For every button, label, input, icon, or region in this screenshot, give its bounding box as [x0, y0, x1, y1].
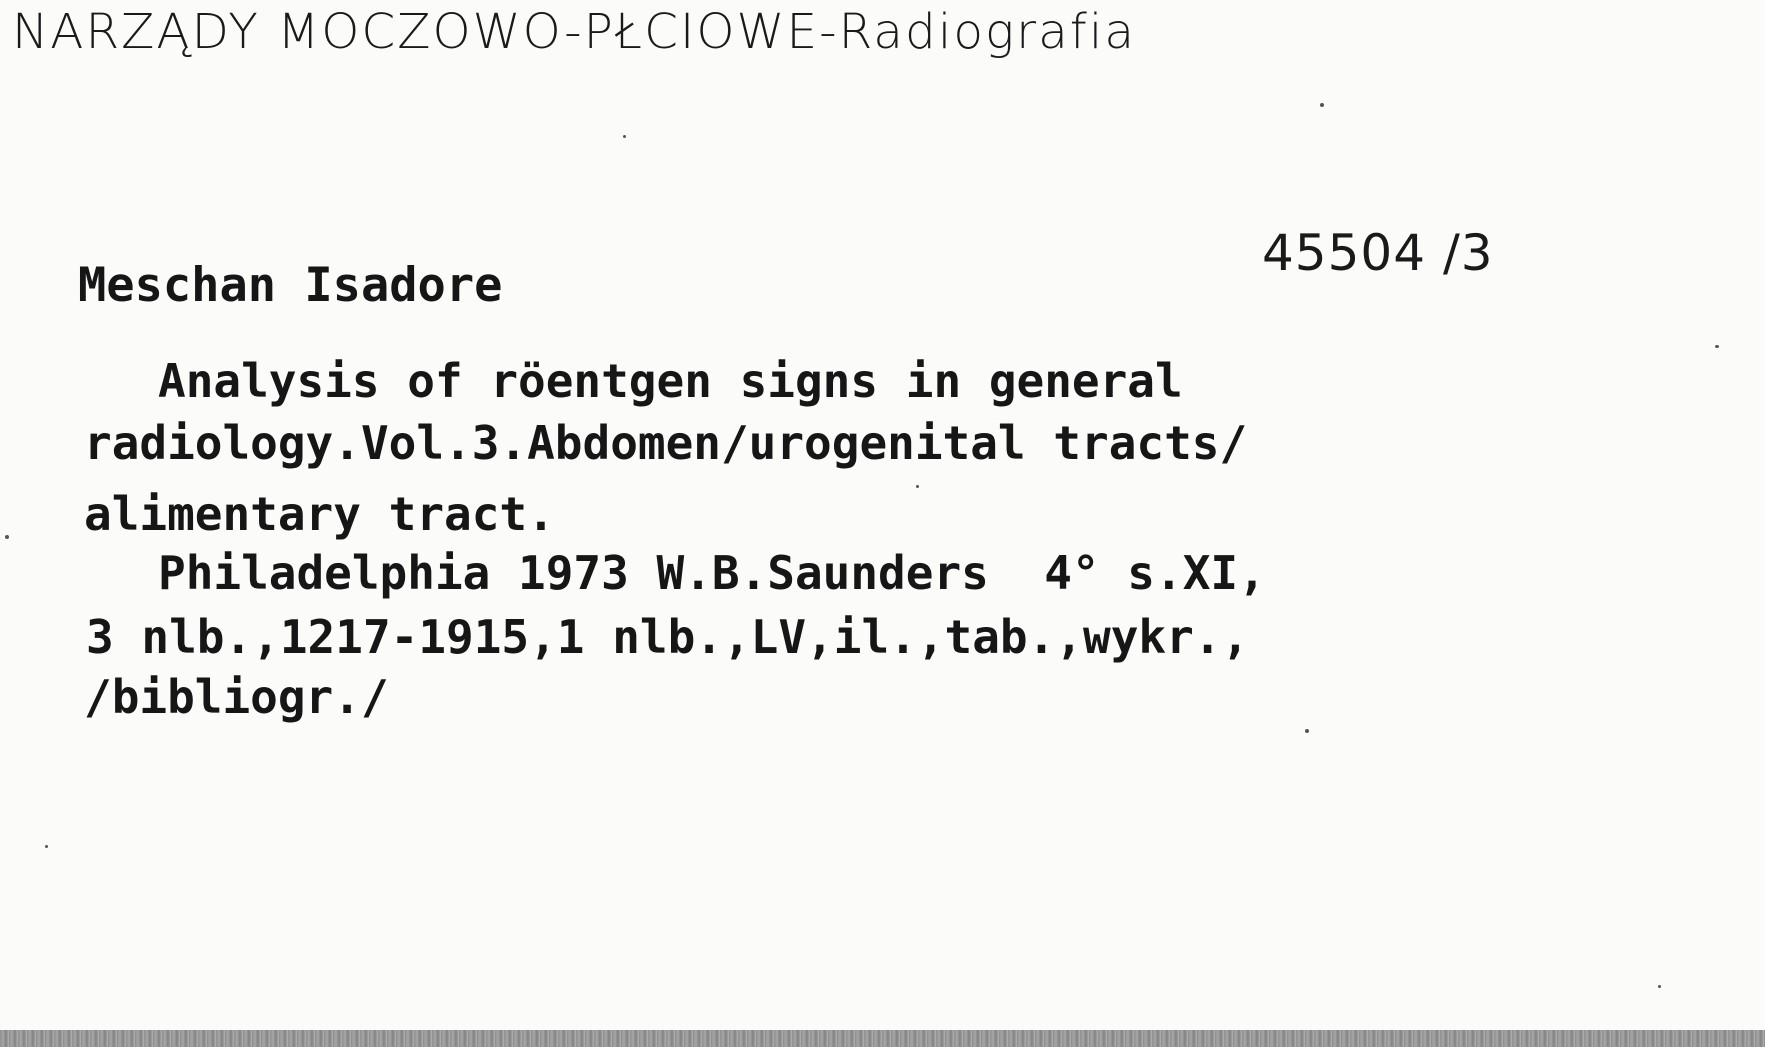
description-line: radiology.Vol.3.Abdomen/urogenital tracts/ [84, 416, 1248, 470]
subject-heading: NARZĄDY MOCZOWO-PŁCIOWE-Radiografia [12, 4, 1137, 60]
author-name: Meschan Isadore [78, 258, 503, 313]
scan-speck [916, 485, 919, 488]
scan-speck [5, 535, 9, 539]
description-line: Analysis of röentgen signs in general [158, 354, 1183, 408]
card-bottom-edge [0, 1030, 1765, 1047]
call-number: 45504 /3 [1262, 224, 1494, 282]
scan-speck [1658, 985, 1661, 988]
scan-speck [1715, 345, 1719, 348]
description-line: Philadelphia 1973 W.B.Saunders 4° s.XI, [158, 546, 1266, 600]
scan-speck [1320, 103, 1324, 107]
description-line: /bibliogr./ [84, 670, 389, 724]
description-line: alimentary tract. [84, 487, 555, 541]
scan-speck [45, 845, 48, 848]
scan-speck [1305, 729, 1309, 733]
description-line: 3 nlb.,1217-1915,1 nlb.,LV,il.,tab.,wykr., [86, 610, 1250, 664]
scan-speck [623, 135, 626, 138]
